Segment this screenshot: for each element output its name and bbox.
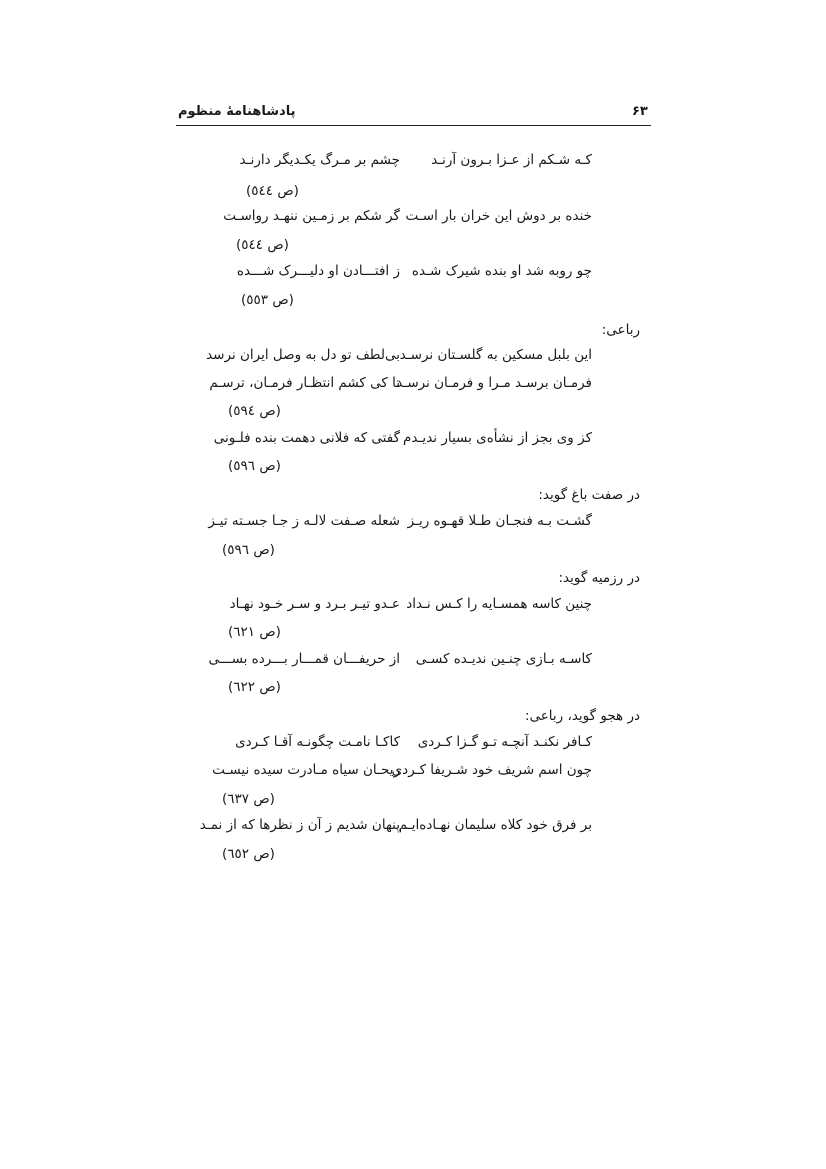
- hemistich-second: کـه شـکم از عـزا بـرون آرنـد: [431, 152, 592, 168]
- hemistich-first: کاکـا نامـت چگونـه آقـا کـردی: [235, 734, 400, 750]
- hemistich-second: فرمـان برسـد مـرا و فرمـان نرسـد: [396, 375, 592, 391]
- hemistich-second: چون اسم شریف خود شـریفا کـردی: [391, 762, 592, 778]
- hemistich-first: ریحـان سیاه مـادرت سیده نیسـت: [212, 762, 400, 778]
- hemistich-second: کاسـه بـازی چنـین ندیـده کسـی: [415, 651, 592, 667]
- page-reference: (ص ٥٥٣): [241, 292, 294, 308]
- hemistich-first: پنهان شدیم ز آن ز نظرها که از نمـد: [199, 817, 400, 833]
- page-reference: (ص ٥٩٦): [228, 458, 281, 474]
- page-number: ۶۳: [632, 104, 648, 119]
- page-reference: (ص ٥٩٦): [222, 542, 275, 558]
- page-reference: (ص ٦٢٢): [228, 679, 281, 695]
- hemistich-second: بر فرق خود کلاه سلیمان نهـاده‌ایـم: [398, 817, 592, 833]
- section-heading: در هجو گوید، رباعی:: [524, 708, 640, 724]
- page-reference: (ص ٦٣٧): [222, 791, 275, 807]
- page-reference: (ص ٥٤٤): [246, 183, 299, 199]
- page-reference: (ص ٥٤٤): [236, 237, 289, 253]
- page-reference: (ص ٦٥٢): [222, 846, 275, 862]
- section-heading: در صفت باغ گوید:: [538, 487, 640, 503]
- page-reference: (ص ٥٩٤): [228, 403, 281, 419]
- hemistich-first: از حریفـــان قمـــار بـــرده بســـی: [208, 651, 400, 667]
- hemistich-second: چو روبه شد او بنده شیرک شـده: [411, 263, 592, 279]
- section-heading: در رزمیه گوید:: [558, 570, 640, 586]
- section-heading: رباعی:: [601, 322, 640, 338]
- page-reference: (ص ٦٢١): [228, 624, 281, 640]
- hemistich-second: خنده بر دوش این خران بار اسـت: [405, 208, 592, 224]
- hemistich-second: گشـت بـه فنجـان طـلا قهـوه ریـز: [407, 513, 592, 529]
- hemistich-second: کـافر نکنـد آنچـه تـو گـزا کـردی: [417, 734, 592, 750]
- hemistich-first: بی‌لطف تو دل به وصل ایران نرسد: [206, 347, 400, 363]
- header-rule: [176, 125, 651, 126]
- hemistich-second: این بلبل مسکین به گلسـتان نرسـد: [399, 347, 592, 363]
- hemistich-first: شعله صـفت لالـه ز جـا جسـته تیـز: [208, 513, 400, 529]
- running-header-title: پادشاهنامهٔ منظوم: [178, 104, 296, 119]
- hemistich-first: چشم بر مـرگ یکـدیگر دارنـد: [239, 152, 400, 168]
- hemistich-first: ز افتـــادن او دلیـــرک شـــده: [236, 263, 400, 279]
- hemistich-first: عـدو تیـر بـرد و سـر خـود نهـاد: [229, 596, 400, 612]
- hemistich-second: چنین کاسه همسـایه را کـس نـداد: [406, 596, 592, 612]
- hemistich-first: تا کی کشم انتظـار فرمـان، ترسـم: [209, 375, 400, 391]
- hemistich-second: کز وی بجز از نشأه‌ی بسیار ندیـدم: [403, 430, 592, 446]
- hemistich-first: گر شکم بر زمـین ننهـد رواسـت: [223, 208, 400, 224]
- hemistich-first: گفتی که فلانی دهمت بنده فلـونی: [213, 430, 400, 446]
